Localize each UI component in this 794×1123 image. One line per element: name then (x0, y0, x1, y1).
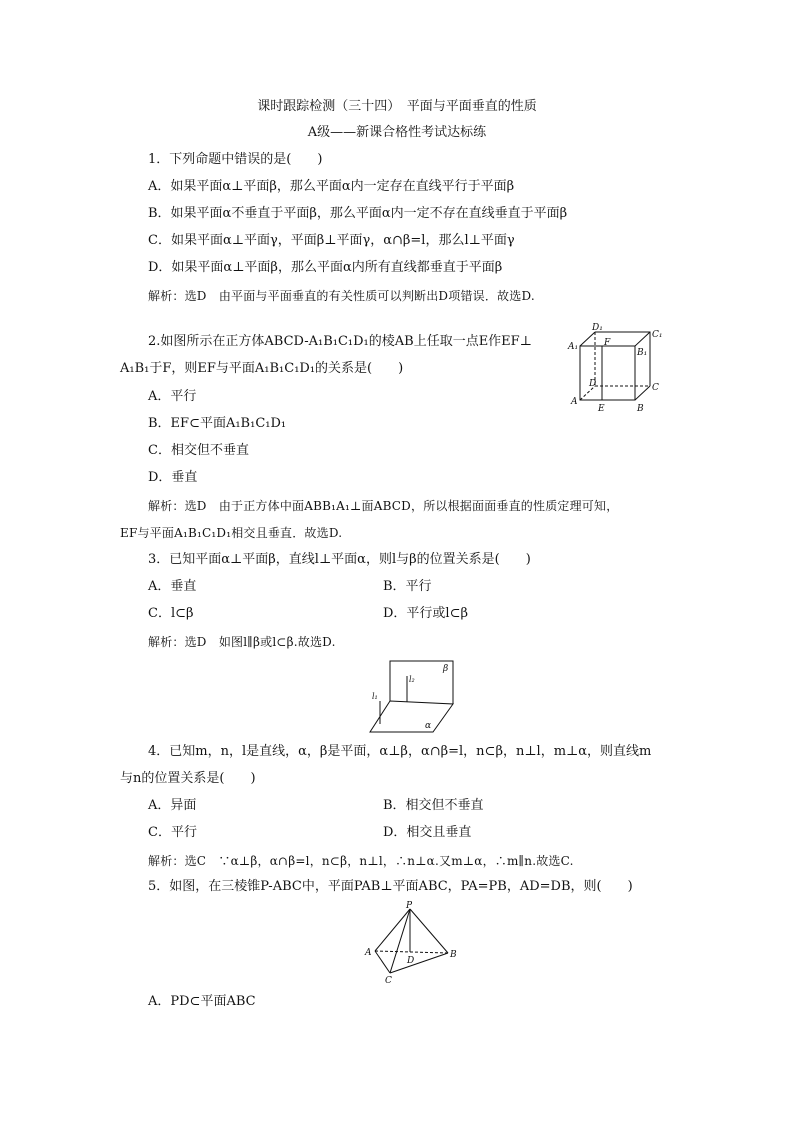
q5-pyramid-figure (360, 901, 465, 986)
q4-option-c: C．平行 (148, 825, 197, 840)
q2-stem-line2: A₁B₁于F，则EF与平面A₁B₁C₁D₁的关系是( ) (120, 361, 404, 376)
q3-stem: 3．已知平面α⊥平面β，直线l⊥平面α，则l与β的位置关系是( ) (148, 552, 531, 567)
label-d: D (589, 379, 597, 389)
q3-planes-figure (365, 656, 460, 736)
q3-option-a: A．垂直 (148, 579, 197, 594)
q5-stem: 5．如图，在三棱锥P-ABC中，平面PAB⊥平面ABC，PA=PB，AD=DB，则( ) (148, 879, 633, 894)
label-b1: B₁ (637, 348, 648, 358)
label-p: P (406, 901, 413, 911)
page-subtitle: A级——新课合格性考试达标练 (307, 125, 487, 140)
q4-stem-line2: 与n的位置关系是( ) (120, 771, 256, 786)
label-c: C (385, 976, 392, 986)
label-l2: l₂ (409, 675, 415, 684)
q4-option-b: B．相交但不垂直 (383, 798, 484, 813)
label-d: D (407, 956, 415, 966)
label-b: B (637, 404, 644, 414)
q1-solution: 解析：选D 由平面与平面垂直的有关性质可以判断出D项错误．故选D. (148, 289, 535, 303)
label-d1: D₁ (592, 323, 603, 333)
label-e: E (598, 404, 605, 414)
q4-option-d: D．相交且垂直 (383, 825, 472, 840)
label-f: F (604, 338, 611, 348)
q1-option-a: A．如果平面α⊥平面β，那么平面α内一定存在直线平行于平面β (148, 179, 515, 194)
q4-option-a: A．异面 (148, 798, 197, 813)
label-a: A (571, 397, 578, 407)
q4-solution: 解析：选C ∵α⊥β，α∩β=l，n⊂β，n⊥l，∴n⊥α.又m⊥α，∴m∥n.故选C. (148, 854, 574, 868)
q3-option-b: B．平行 (383, 579, 432, 594)
label-alpha: α (425, 721, 432, 731)
q2-option-b: B．EF⊂平面A₁B₁C₁D₁ (148, 416, 287, 431)
q1-option-c: C．如果平面α⊥平面γ，平面β⊥平面γ，α∩β=l，那么l⊥平面γ (148, 233, 515, 248)
q2-stem-line1: 2.如图所示在正方体ABCD-A₁B₁C₁D₁的棱AB上任取一点E作EF⊥ (148, 334, 532, 349)
q1-stem: 1．下列命题中错误的是( ) (148, 152, 323, 167)
q3-option-d: D．平行或l⊂β (383, 606, 468, 621)
q5-option-a: A．PD⊂平面ABC (148, 994, 256, 1009)
label-c1: C₁ (652, 330, 663, 340)
label-b: B (450, 950, 457, 960)
label-l1: l₁ (372, 692, 378, 701)
label-beta: β (443, 664, 449, 674)
q4-stem-line1: 4．已知m，n，l是直线，α，β是平面，α⊥β，α∩β=l，n⊂β，n⊥l，m⊥α，则直线m (148, 744, 652, 759)
q2-option-d: D．垂直 (148, 470, 198, 485)
q3-solution: 解析：选D 如图l∥β或l⊂β.故选D. (148, 635, 336, 649)
q2-option-a: A．平行 (148, 389, 197, 404)
q1-option-d: D．如果平面α⊥平面β，那么平面α内所有直线都垂直于平面β (148, 260, 503, 275)
q2-option-c: C．相交但不垂直 (148, 443, 249, 458)
q3-option-c: C．l⊂β (148, 606, 194, 621)
q2-solution-line1: 解析：选D 由于正方体中面ABB₁A₁⊥面ABCD，所以根据面面垂直的性质定理可知， (148, 499, 619, 513)
q2-solution-line2: EF与平面A₁B₁C₁D₁相交且垂直．故选D. (120, 526, 343, 540)
label-c: C (652, 383, 659, 393)
label-a: A (365, 948, 372, 958)
q2-cube-figure (565, 318, 670, 416)
page-title: 课时跟踪检测（三十四） 平面与平面垂直的性质 (257, 99, 537, 114)
label-a1: A₁ (568, 342, 579, 352)
q1-option-b: B．如果平面α不垂直于平面β，那么平面α内一定不存在直线垂直于平面β (148, 206, 568, 221)
